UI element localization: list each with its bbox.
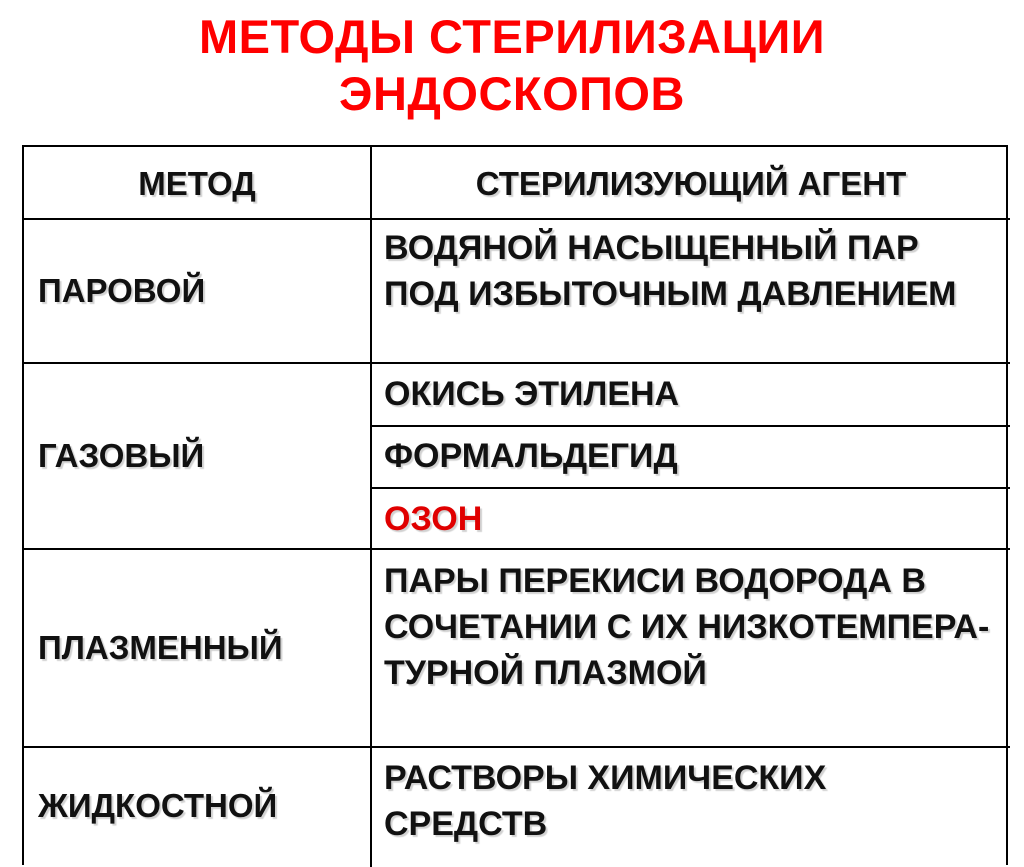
agent-steam: ВОДЯНОЙ НАСЫЩЕННЫЙ ПАР ПОД ИЗБЫТОЧНЫМ ДАВЛЕНИЕМ <box>384 229 957 313</box>
sterilization-table <box>22 145 1008 865</box>
subrow-divider <box>370 425 1010 427</box>
method-liquid: ЖИДКОСТНОЙ <box>38 787 278 824</box>
method-gas: ГАЗОВЫЙ <box>38 437 205 474</box>
method-steam: ПАРОВОЙ <box>38 272 206 309</box>
column-divider <box>370 147 372 867</box>
header-method: МЕТОД <box>138 165 256 202</box>
agent-liquid: РАСТВОРЫ ХИМИЧЕСКИХ СРЕДСТВ <box>384 759 827 843</box>
agent-plasma: ПАРЫ ПЕРЕКИСИ ВОДОРОДА В СОЧЕТАНИИ С ИХ НИЗКОТЕМПЕРА-ТУРНОЙ ПЛАЗМОЙ <box>384 562 990 692</box>
header-agent: СТЕРИЛИЗУЮЩИЙ АГЕНТ <box>475 165 907 202</box>
agent-ozone: ОЗОН <box>384 500 483 538</box>
agent-formaldehyde: ФОРМАЛЬДЕГИД <box>384 437 678 475</box>
title-line-2: ЭНДОСКОПОВ <box>339 67 685 120</box>
title-line-1: МЕТОДЫ СТЕРИЛИЗАЦИИ <box>198 10 826 63</box>
agent-ethylene-oxide: ОКИСЬ ЭТИЛЕНА <box>384 375 680 413</box>
subrow-divider <box>370 487 1010 489</box>
page-title <box>0 8 1024 122</box>
method-plasma: ПЛАЗМЕННЫЙ <box>38 629 283 666</box>
